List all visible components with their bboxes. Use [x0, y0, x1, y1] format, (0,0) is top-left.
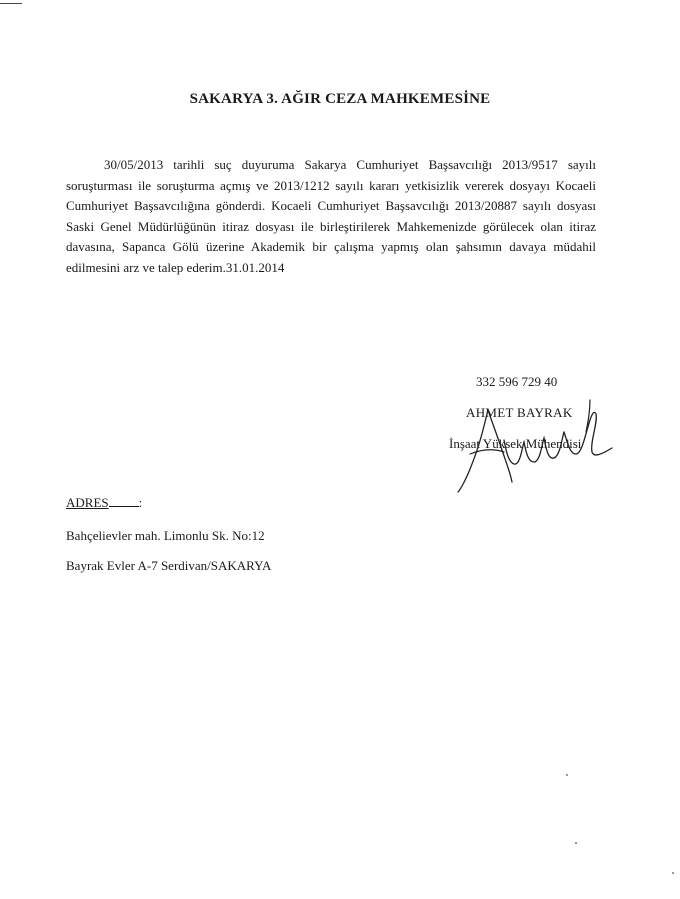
petition-body: 30/05/2013 tarihli suç duyuruma Sakarya Cumhuriyet Başsavcılığı 2013/9517 sayılı soruşturması ile soruşturma açmış ve 2013/1212 sayılı kararı yetkisizlik vererek dosyayı Kocaeli Cumhuriyet Başsavcılığına gönderdi. Kocaeli Cumhuriyet Başsavcılığı 2013/20887 sayılı dosyası Saski Genel Müdürlüğünün itiraz dosyası ile birleştirilerek Mahkemenizde görülecek olan itiraz davasına, Sapanca Gölü üzerine Akademik bir çalışma yapmış olan şahsımın davaya müdahil edilmesini arz ve talep ederim.31.01.2014: [66, 157, 596, 275]
signer-title: İnşaat Yüksek Mühendisi: [449, 436, 582, 451]
scan-speck: [672, 872, 674, 874]
court-title: SAKARYA 3. AĞIR CEZA MAHKEMESİNE: [189, 91, 491, 107]
address-label: ADRES: [66, 495, 109, 510]
scan-edge-mark: [0, 3, 22, 4]
address-line-1: Bahçelievler mah. Limonlu Sk. No:12: [66, 528, 265, 543]
address-underline: [109, 494, 139, 507]
address-colon: :: [138, 495, 143, 510]
address-heading: [66, 494, 142, 511]
signer-name: AHMET BAYRAK: [466, 405, 573, 420]
address-line-2: Bayrak Evler A-7 Serdivan/SAKARYA: [66, 558, 272, 573]
scan-speck: [566, 774, 568, 776]
phone-number: 332 596 729 40: [476, 374, 558, 389]
scan-speck: [575, 842, 577, 844]
